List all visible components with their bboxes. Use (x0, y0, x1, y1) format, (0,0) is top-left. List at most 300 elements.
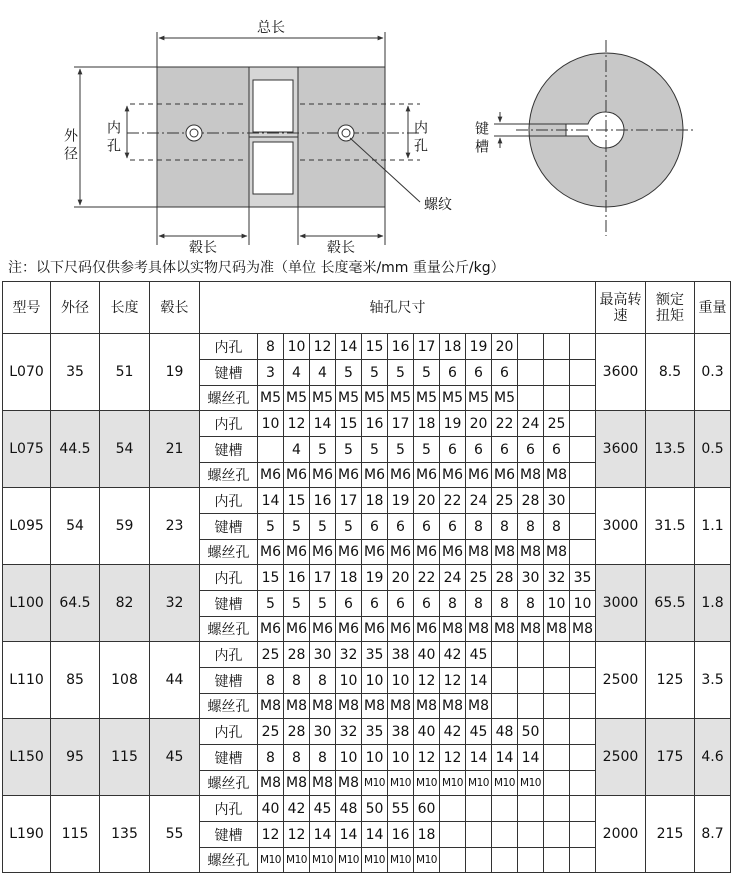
screw-value-cell: M6 (466, 463, 492, 488)
keyway-value-cell: 12 (440, 668, 466, 694)
screw-value-cell: M8 (570, 617, 596, 642)
bore-value-cell: 38 (388, 719, 414, 745)
keyway-value-cell: 5 (310, 514, 336, 540)
keyway-value-cell: 10 (362, 745, 388, 771)
keyway-value-cell: 8 (284, 745, 310, 771)
keyway-value-cell: 10 (336, 668, 362, 694)
bore-value-cell: 40 (414, 719, 440, 745)
keyway-value-cell: 5 (336, 514, 362, 540)
keyway-value-cell: 10 (336, 745, 362, 771)
bore-value-cell: 30 (518, 565, 544, 591)
keyway-value-cell: 8 (492, 514, 518, 540)
keyway-row-label: 键槽 (200, 360, 258, 386)
screw-row-label: 螺丝孔 (200, 771, 258, 796)
bore-value-cell: 22 (414, 565, 440, 591)
screw-value-cell: M8 (336, 771, 362, 796)
rated-torque-cell: 125 (646, 642, 695, 719)
screw-value-cell: M8 (310, 694, 336, 719)
keyway-value-cell: 12 (258, 822, 284, 848)
hub-length-left-label: 毂长 (189, 240, 217, 256)
header-length: 长度 (100, 282, 150, 334)
coupling-drawing (0, 0, 750, 256)
bore-value-cell: 14 (310, 411, 336, 437)
model-cell: L150 (3, 719, 51, 796)
weight-cell: 0.5 (695, 411, 731, 488)
bore-value-cell: 28 (518, 488, 544, 514)
bore-value-cell: 19 (362, 565, 388, 591)
keyway-value-cell: 5 (258, 514, 284, 540)
keyway-value-cell: 12 (414, 745, 440, 771)
screw-value-cell: M5 (414, 386, 440, 411)
keyway-value-cell (258, 437, 284, 463)
keyway-value-cell: 8 (284, 668, 310, 694)
screw-value-cell: M5 (310, 386, 336, 411)
keyway-value-cell: 8 (544, 514, 570, 540)
screw-value-cell: M6 (310, 540, 336, 565)
bore-value-cell (570, 411, 596, 437)
bore-value-cell: 32 (336, 719, 362, 745)
screw-value-cell (518, 694, 544, 719)
keyway-value-cell: 5 (362, 360, 388, 386)
bore-value-cell: 40 (258, 796, 284, 822)
screw-value-cell: M6 (388, 463, 414, 488)
screw-value-cell (518, 848, 544, 873)
keyway-value-cell: 5 (414, 437, 440, 463)
keyway-value-cell: 4 (284, 437, 310, 463)
bore-value-cell: 18 (336, 565, 362, 591)
bore-value-cell: 40 (414, 642, 440, 668)
screw-value-cell: M6 (440, 463, 466, 488)
weight-cell: 8.7 (695, 796, 731, 873)
bore-value-cell (544, 796, 570, 822)
screw-row-label: 螺丝孔 (200, 386, 258, 411)
screw-value-cell: M8 (466, 617, 492, 642)
screw-value-cell: M6 (284, 463, 310, 488)
bore-value-cell: 8 (258, 334, 284, 360)
screw-value-cell (544, 848, 570, 873)
keyway-value-cell: 8 (466, 591, 492, 617)
screw-value-cell: M8 (310, 771, 336, 796)
bore-value-cell: 24 (518, 411, 544, 437)
keyway-value-cell (570, 514, 596, 540)
screw-value-cell (440, 848, 466, 873)
keyway-value-cell: 14 (310, 822, 336, 848)
weight-cell: 4.6 (695, 719, 731, 796)
bore-value-cell: 20 (414, 488, 440, 514)
screw-value-cell: M6 (414, 540, 440, 565)
bore-value-cell: 24 (440, 565, 466, 591)
max-speed-cell: 2000 (596, 796, 646, 873)
bore-value-cell: 50 (362, 796, 388, 822)
bore-value-cell: 20 (492, 334, 518, 360)
outer-diameter-cell: 54 (51, 488, 100, 565)
keyway-value-cell: 5 (388, 437, 414, 463)
bore-value-cell: 25 (544, 411, 570, 437)
screw-value-cell (570, 540, 596, 565)
screw-value-cell: M5 (284, 386, 310, 411)
keyway-value-cell: 8 (258, 668, 284, 694)
screw-value-cell: M8 (258, 694, 284, 719)
hub-length-cell: 23 (150, 488, 200, 565)
model-cell: L075 (3, 411, 51, 488)
screw-value-cell: M6 (362, 540, 388, 565)
table-row (3, 796, 731, 822)
screw-value-cell: M5 (388, 386, 414, 411)
screw-value-cell: M8 (388, 694, 414, 719)
keyway-value-cell: 12 (440, 745, 466, 771)
bore-value-cell: 15 (362, 334, 388, 360)
keyway-value-cell: 6 (466, 437, 492, 463)
screw-value-cell (544, 386, 570, 411)
bore-row-label: 内孔 (200, 488, 258, 514)
length-cell: 51 (100, 334, 150, 411)
header-max-speed (596, 282, 646, 334)
bore-value-cell: 28 (284, 642, 310, 668)
screw-row-label: 螺丝孔 (200, 694, 258, 719)
keyway-value-cell (544, 745, 570, 771)
bore-value-cell: 48 (492, 719, 518, 745)
keyway-value-cell (570, 668, 596, 694)
bore-value-cell (544, 334, 570, 360)
screw-value-cell: M10 (388, 771, 414, 796)
model-cell: L095 (3, 488, 51, 565)
keyway-value-cell (518, 360, 544, 386)
screw-value-cell: M8 (362, 694, 388, 719)
bore-value-cell: 45 (310, 796, 336, 822)
screw-value-cell (544, 694, 570, 719)
thread-label: 螺纹 (424, 197, 452, 213)
header-model: 型号 (3, 282, 51, 334)
bore-value-cell (570, 334, 596, 360)
bore-value-cell: 17 (388, 411, 414, 437)
length-cell: 82 (100, 565, 150, 642)
bore-value-cell: 28 (492, 565, 518, 591)
hub-length-cell: 55 (150, 796, 200, 873)
bore-value-cell: 19 (466, 334, 492, 360)
header-row (3, 282, 731, 334)
screw-value-cell: M6 (310, 463, 336, 488)
screw-value-cell: M8 (518, 463, 544, 488)
screw-value-cell: M6 (336, 617, 362, 642)
bore-value-cell: 14 (336, 334, 362, 360)
bore-value-cell: 16 (362, 411, 388, 437)
keyway-value-cell: 8 (492, 591, 518, 617)
bore-value-cell: 15 (284, 488, 310, 514)
screw-value-cell: M6 (414, 463, 440, 488)
header-rated-torque-text: 额定扭矩 (655, 291, 684, 324)
keyway-value-cell (440, 822, 466, 848)
bore-value-cell: 10 (284, 334, 310, 360)
total-length-label: 总长 (257, 20, 285, 36)
bore-value-cell: 55 (388, 796, 414, 822)
keyway-row-label: 键槽 (200, 514, 258, 540)
rated-torque-cell: 215 (646, 796, 695, 873)
header-bore-size: 轴孔尺寸 (200, 282, 596, 334)
keyway-value-cell: 8 (518, 514, 544, 540)
keyway-value-cell (518, 822, 544, 848)
bore-value-cell (570, 488, 596, 514)
keyway-value-cell: 6 (336, 591, 362, 617)
screw-value-cell (570, 771, 596, 796)
keyway-value-cell: 18 (414, 822, 440, 848)
bore-value-cell: 45 (466, 719, 492, 745)
keyway-value-cell: 12 (414, 668, 440, 694)
screw-value-cell: M6 (336, 463, 362, 488)
keyway-value-cell (570, 360, 596, 386)
keyway-value-cell: 14 (466, 668, 492, 694)
model-cell: L070 (3, 334, 51, 411)
bore-value-cell: 25 (258, 719, 284, 745)
keyway-value-cell: 8 (440, 591, 466, 617)
max-speed-cell: 2500 (596, 642, 646, 719)
bore-value-cell: 25 (492, 488, 518, 514)
keyway-value-cell (544, 822, 570, 848)
keyway-value-cell (570, 822, 596, 848)
bore-value-cell: 30 (544, 488, 570, 514)
keyway-value-cell: 4 (310, 360, 336, 386)
screw-value-cell: M10 (284, 848, 310, 873)
screw-value-cell: M8 (544, 617, 570, 642)
bore-value-cell (570, 719, 596, 745)
keyway-value-cell: 6 (518, 437, 544, 463)
max-speed-cell: 2500 (596, 719, 646, 796)
max-speed-cell: 3600 (596, 334, 646, 411)
hub-length-cell: 21 (150, 411, 200, 488)
rated-torque-cell: 175 (646, 719, 695, 796)
bore-value-cell: 24 (466, 488, 492, 514)
bore-value-cell: 42 (440, 642, 466, 668)
keyway-value-cell: 6 (388, 591, 414, 617)
keyway-value-cell: 3 (258, 360, 284, 386)
bore-value-cell: 30 (310, 642, 336, 668)
keyway-value-cell (544, 668, 570, 694)
header-max-speed-text: 最高转速 (599, 291, 642, 324)
length-cell: 108 (100, 642, 150, 719)
keyway-value-cell: 14 (362, 822, 388, 848)
screw-value-cell: M8 (336, 694, 362, 719)
bore-value-cell: 30 (310, 719, 336, 745)
weight-cell: 1.1 (695, 488, 731, 565)
weight-cell: 1.8 (695, 565, 731, 642)
bore-row-label: 内孔 (200, 642, 258, 668)
screw-value-cell: M5 (440, 386, 466, 411)
bore-value-cell: 12 (310, 334, 336, 360)
keyway-value-cell: 5 (284, 514, 310, 540)
keyway-value-cell: 10 (362, 668, 388, 694)
keyway-row-label: 键槽 (200, 437, 258, 463)
keyway-value-cell: 6 (544, 437, 570, 463)
screw-value-cell: M6 (258, 463, 284, 488)
bore-value-cell: 16 (310, 488, 336, 514)
bore-value-cell (440, 796, 466, 822)
end-view (494, 40, 696, 236)
screw-value-cell (570, 463, 596, 488)
screw-value-cell: M6 (336, 540, 362, 565)
bore-value-cell (544, 719, 570, 745)
bore-row-label: 内孔 (200, 796, 258, 822)
screw-value-cell (544, 771, 570, 796)
screw-row-label: 螺丝孔 (200, 848, 258, 873)
screw-value-cell: M8 (258, 771, 284, 796)
keyway-value-cell: 6 (492, 360, 518, 386)
screw-value-cell: M6 (414, 617, 440, 642)
keyway-value-cell: 5 (362, 437, 388, 463)
max-speed-cell: 3600 (596, 411, 646, 488)
bore-row-label: 内孔 (200, 565, 258, 591)
keyway-value-cell: 5 (414, 360, 440, 386)
screw-value-cell: M6 (362, 463, 388, 488)
model-cell: L110 (3, 642, 51, 719)
bore-value-cell (544, 642, 570, 668)
keyway-value-cell: 8 (466, 514, 492, 540)
bore-value-cell: 32 (544, 565, 570, 591)
screw-value-cell (492, 694, 518, 719)
screw-value-cell: M6 (284, 617, 310, 642)
screw-value-cell: M8 (440, 617, 466, 642)
keyway-value-cell: 6 (440, 437, 466, 463)
spec-table (2, 281, 731, 873)
bore-value-cell: 19 (388, 488, 414, 514)
screw-value-cell: M5 (258, 386, 284, 411)
weight-cell: 0.3 (695, 334, 731, 411)
bore-value-cell (570, 642, 596, 668)
keyway-value-cell: 10 (544, 591, 570, 617)
bore-value-cell: 42 (440, 719, 466, 745)
screw-value-cell: M10 (492, 771, 518, 796)
screw-value-cell: M5 (362, 386, 388, 411)
length-cell: 59 (100, 488, 150, 565)
keyway-value-cell (466, 822, 492, 848)
keyway-value-cell: 8 (258, 745, 284, 771)
keyway-value-cell: 5 (258, 591, 284, 617)
keyway-value-cell (570, 437, 596, 463)
rated-torque-cell: 13.5 (646, 411, 695, 488)
screw-value-cell (492, 848, 518, 873)
hub-length-cell: 19 (150, 334, 200, 411)
rated-torque-cell: 8.5 (646, 334, 695, 411)
screw-value-cell (466, 848, 492, 873)
table-row (3, 642, 731, 668)
keyway-value-cell: 6 (388, 514, 414, 540)
keyway-value-cell: 14 (518, 745, 544, 771)
bore-value-cell: 16 (284, 565, 310, 591)
header-weight: 重量 (695, 282, 731, 334)
bore-value-cell: 17 (310, 565, 336, 591)
rated-torque-cell: 65.5 (646, 565, 695, 642)
bore-value-cell: 17 (414, 334, 440, 360)
keyway-label: 键槽 (473, 121, 489, 157)
screw-value-cell: M10 (362, 771, 388, 796)
bore-value-cell: 45 (466, 642, 492, 668)
screw-value-cell: M8 (544, 540, 570, 565)
bore-value-cell (518, 334, 544, 360)
keyway-value-cell: 4 (284, 360, 310, 386)
screw-row-label: 螺丝孔 (200, 540, 258, 565)
keyway-value-cell: 5 (310, 591, 336, 617)
keyway-value-cell (518, 668, 544, 694)
bore-value-cell: 20 (466, 411, 492, 437)
bore-row-label: 内孔 (200, 719, 258, 745)
bore-row-label: 内孔 (200, 334, 258, 360)
bore-value-cell (466, 796, 492, 822)
bore-value-cell: 15 (336, 411, 362, 437)
screw-value-cell: M6 (440, 540, 466, 565)
screw-value-cell: M8 (518, 617, 544, 642)
outer-diameter-cell: 64.5 (51, 565, 100, 642)
screw-value-cell: M6 (258, 617, 284, 642)
bore-value-cell: 12 (284, 411, 310, 437)
screw-value-cell: M10 (518, 771, 544, 796)
screw-value-cell: M10 (388, 848, 414, 873)
screw-value-cell: M6 (284, 540, 310, 565)
keyway-value-cell: 14 (336, 822, 362, 848)
keyway-value-cell: 6 (414, 514, 440, 540)
screw-row-label: 螺丝孔 (200, 617, 258, 642)
bore-value-cell: 19 (440, 411, 466, 437)
screw-value-cell: M5 (336, 386, 362, 411)
bore-value-cell: 16 (388, 334, 414, 360)
model-cell: L100 (3, 565, 51, 642)
screw-value-cell: M8 (492, 617, 518, 642)
screw-value-cell: M8 (492, 540, 518, 565)
bore-value-cell: 22 (440, 488, 466, 514)
table-row (3, 565, 731, 591)
bore-value-cell: 14 (258, 488, 284, 514)
outer-diameter-cell: 85 (51, 642, 100, 719)
hub-length-cell: 45 (150, 719, 200, 796)
length-cell: 54 (100, 411, 150, 488)
screw-row-label: 螺丝孔 (200, 463, 258, 488)
bore-value-cell: 38 (388, 642, 414, 668)
keyway-value-cell: 6 (440, 360, 466, 386)
screw-value-cell: M10 (362, 848, 388, 873)
bore-value-cell: 42 (284, 796, 310, 822)
rated-torque-cell: 31.5 (646, 488, 695, 565)
keyway-value-cell: 10 (388, 745, 414, 771)
screw-value-cell: M8 (466, 540, 492, 565)
keyway-value-cell: 6 (362, 591, 388, 617)
keyway-value-cell: 16 (388, 822, 414, 848)
keyway-value-cell: 6 (492, 437, 518, 463)
outer-diameter-cell: 44.5 (51, 411, 100, 488)
bore-value-cell (518, 796, 544, 822)
keyway-value-cell: 6 (414, 591, 440, 617)
screw-value-cell: M10 (440, 771, 466, 796)
keyway-row-label: 键槽 (200, 822, 258, 848)
keyway-value-cell: 10 (388, 668, 414, 694)
table-row (3, 719, 731, 745)
bore-value-cell: 17 (336, 488, 362, 514)
length-cell: 135 (100, 796, 150, 873)
keyway-value-cell (492, 668, 518, 694)
keyway-value-cell: 10 (570, 591, 596, 617)
keyway-value-cell: 8 (310, 668, 336, 694)
keyway-row-label: 键槽 (200, 745, 258, 771)
keyway-value-cell: 12 (284, 822, 310, 848)
screw-value-cell (518, 386, 544, 411)
screw-value-cell: M5 (466, 386, 492, 411)
table-row (3, 334, 731, 360)
outer-diameter-label: 外径 (62, 128, 78, 164)
keyway-row-label: 键槽 (200, 668, 258, 694)
screw-value-cell: M6 (258, 540, 284, 565)
bore-value-cell (570, 796, 596, 822)
screw-value-cell: M8 (414, 694, 440, 719)
keyway-value-cell (544, 360, 570, 386)
keyway-value-cell: 8 (518, 591, 544, 617)
bore-row-label: 内孔 (200, 411, 258, 437)
header-hub-length: 毂长 (150, 282, 200, 334)
